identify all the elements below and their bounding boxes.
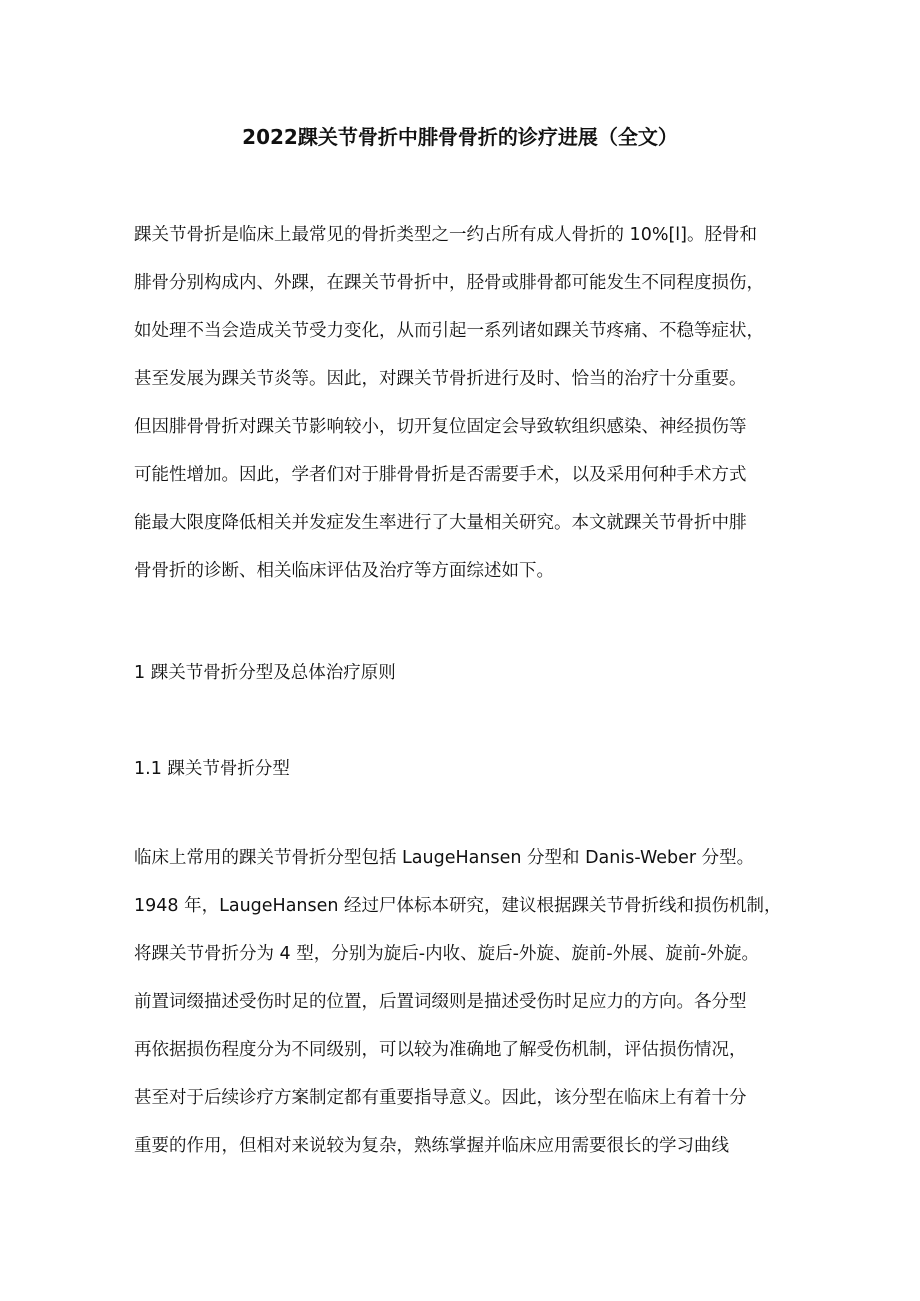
paragraph-line: 重要的作用，但相对来说较为复杂，熟练掌握并临床应用需要很长的学习曲线: [134, 1136, 729, 1156]
paragraph-line: 甚至发展为踝关节炎等。因此，对踝关节骨折进行及时、恰当的治疗十分重要。: [134, 369, 747, 389]
paragraph-line: 如处理不当会造成关节受力变化，从而引起一系列诸如踝关节疼痛、不稳等症状，: [134, 321, 764, 341]
paragraph-line: 踝关节骨折是临床上最常见的骨折类型之一约占所有成人骨折的 10%[l]。胫骨和: [134, 225, 757, 245]
subsection-heading: 1.1 踝关节骨折分型: [134, 759, 290, 779]
paragraph-line: 将踝关节骨折分为 4 型，分别为旋后-内收、旋后-外旋、旋前-外展、旋前-外旋。: [134, 944, 760, 964]
paragraph-line: 骨骨折的诊断、相关临床评估及治疗等方面综述如下。: [134, 561, 554, 581]
paragraph-line: 甚至对于后续诊疗方案制定都有重要指导意义。因此，该分型在临床上有着十分: [134, 1088, 747, 1108]
paragraph-line: 可能性增加。因此，学者们对于腓骨骨折是否需要手术，以及采用何种手术方式: [134, 465, 747, 485]
paragraph-line: 但因腓骨骨折对踝关节影响较小，切开复位固定会导致软组织感染、神经损伤等: [134, 417, 747, 437]
paragraph-line: 再依据损伤程度分为不同级别，可以较为准确地了解受伤机制，评估损伤情况，: [134, 1040, 747, 1060]
paragraph-line: 临床上常用的踝关节骨折分型包括 LaugeHansen 分型和 Danis-Weber 分型。: [134, 848, 755, 868]
paragraph-line: 能最大限度降低相关并发症发生率进行了大量相关研究。本文就踝关节骨折中腓: [134, 513, 747, 533]
document-title: 2022踝关节骨折中腓骨骨折的诊疗进展（全文）: [242, 125, 678, 149]
section-heading: 1 踝关节骨折分型及总体治疗原则: [134, 663, 396, 683]
paragraph-line: 1948 年，LaugeHansen 经过尸体标本研究，建议根据踝关节骨折线和损伤机制，: [134, 896, 782, 916]
paragraph-line: 腓骨分别构成内、外踝，在踝关节骨折中，胫骨或腓骨都可能发生不同程度损伤，: [134, 273, 764, 293]
paragraph-line: 前置词缀描述受伤时足的位置，后置词缀则是描述受伤时足应力的方向。各分型: [134, 992, 747, 1012]
